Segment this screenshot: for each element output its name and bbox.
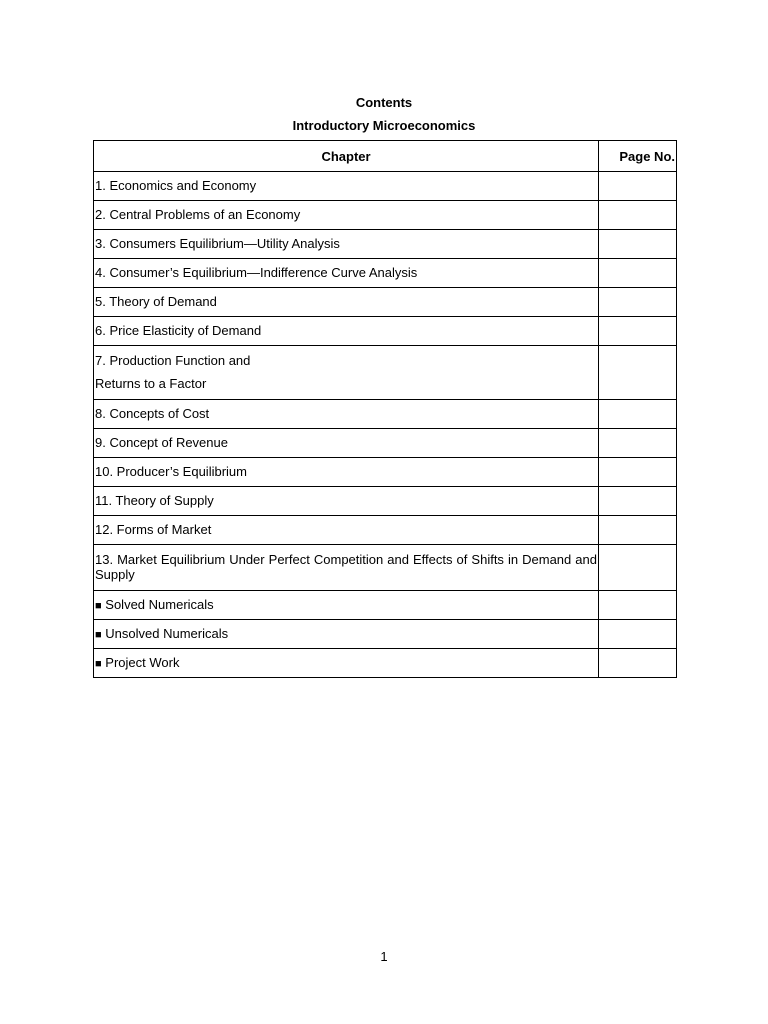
- chapter-title: [94, 346, 599, 400]
- page-number: 1: [380, 949, 388, 964]
- chapter-title: 12. Forms of Market: [94, 516, 599, 545]
- page-number-cell: [599, 458, 677, 487]
- table-row: [94, 346, 677, 400]
- page-number-cell: [599, 288, 677, 317]
- square-bullet-icon: ■: [95, 600, 102, 612]
- contents-table: [93, 140, 677, 678]
- table-row: [94, 259, 677, 288]
- page-number-cell: [599, 172, 677, 201]
- page-number-cell: [599, 649, 677, 678]
- page-number-cell: [599, 230, 677, 259]
- table-row: [94, 230, 677, 259]
- table-row: [94, 591, 677, 620]
- chapter-column-header: Chapter: [94, 141, 599, 172]
- table-row: [94, 201, 677, 230]
- chapter-title-line: Returns to a Factor: [95, 376, 207, 391]
- chapter-title-text: Unsolved Numericals: [105, 626, 229, 641]
- chapter-title: [94, 620, 599, 649]
- chapter-title: 2. Central Problems of an Economy: [94, 201, 599, 230]
- page-number-cell: [599, 317, 677, 346]
- chapter-title-line: 7. Production Function and: [95, 353, 251, 368]
- table-row: [94, 649, 677, 678]
- chapter-title: 8. Concepts of Cost: [94, 400, 599, 429]
- chapter-title: 1. Economics and Economy: [94, 172, 599, 201]
- square-bullet-icon: ■: [95, 658, 102, 670]
- table-header-row: [94, 141, 677, 172]
- page-number-cell: [599, 487, 677, 516]
- chapter-title: 4. Consumer’s Equilibrium—Indifference Curve Analysis: [94, 259, 599, 288]
- table-row: [94, 487, 677, 516]
- page-number-cell: [599, 400, 677, 429]
- page-number-cell: [599, 545, 677, 591]
- chapter-title: 5. Theory of Demand: [94, 288, 599, 317]
- table-row: [94, 400, 677, 429]
- chapter-title: [94, 591, 599, 620]
- table-row: [94, 458, 677, 487]
- table-row: [94, 429, 677, 458]
- chapter-title: [94, 649, 599, 678]
- page-number-cell: [599, 620, 677, 649]
- table-row: [94, 545, 677, 591]
- page-number-cell: [599, 346, 677, 400]
- chapter-title: 3. Consumers Equilibrium—Utility Analysis: [94, 230, 599, 259]
- book-title: Introductory Microeconomics: [292, 118, 476, 133]
- chapter-title-text: Project Work: [105, 655, 180, 670]
- page-number-cell: [599, 516, 677, 545]
- page-number-cell: [599, 201, 677, 230]
- chapter-title-text: Solved Numericals: [105, 597, 214, 612]
- table-row: [94, 317, 677, 346]
- page-number-cell: [599, 591, 677, 620]
- page-column-header: Page No.: [599, 141, 677, 172]
- page-number-cell: [599, 429, 677, 458]
- table-row: [94, 288, 677, 317]
- chapter-title: 11. Theory of Supply: [94, 487, 599, 516]
- square-bullet-icon: ■: [95, 629, 102, 641]
- chapter-title: 9. Concept of Revenue: [94, 429, 599, 458]
- chapter-title: 10. Producer’s Equilibrium: [94, 458, 599, 487]
- chapter-title: 6. Price Elasticity of Demand: [94, 317, 599, 346]
- table-row: [94, 620, 677, 649]
- page-number-cell: [599, 259, 677, 288]
- table-row: [94, 516, 677, 545]
- table-row: [94, 172, 677, 201]
- contents-heading: Contents: [355, 95, 413, 110]
- chapter-title: 13. Market Equilibrium Under Perfect Competition and Effects of Shifts in Demand and Supply: [94, 545, 599, 591]
